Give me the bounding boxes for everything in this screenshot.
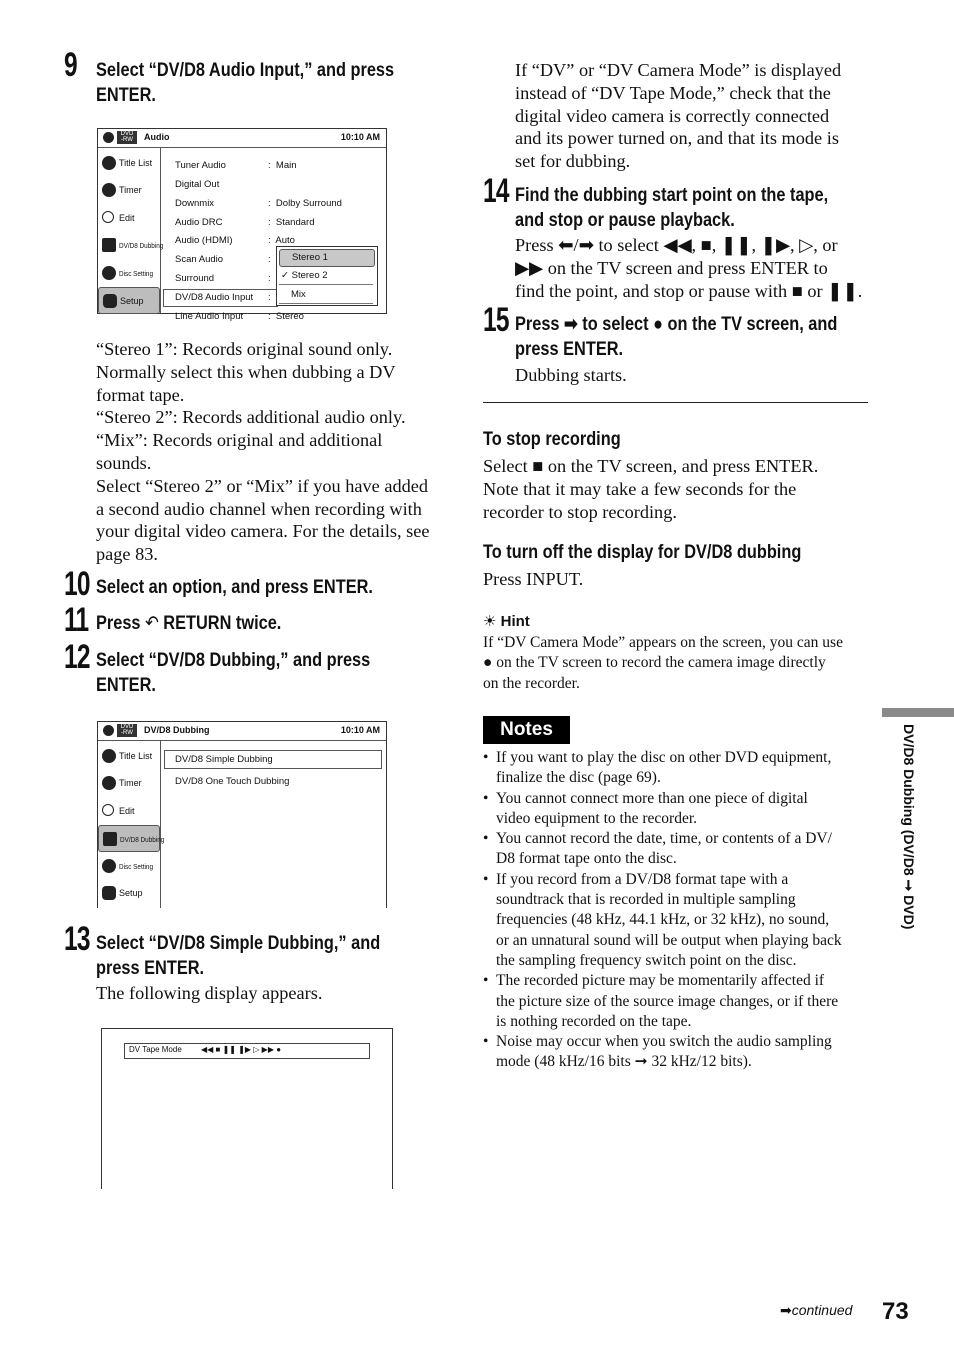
side-tab-bar	[882, 708, 954, 717]
option-mix[interactable]: Mix	[279, 287, 373, 304]
continued-label: ➡continued	[780, 1302, 853, 1318]
sidebar-item-edit[interactable]: Edit	[98, 798, 160, 825]
timer-icon	[102, 776, 116, 790]
sidebar-item-disc-setting[interactable]: Disc Setting	[98, 260, 160, 287]
dubbing-screen-time: 10:10 AM	[340, 725, 380, 735]
menu-colon-scan-audio: :	[268, 254, 271, 265]
step-9-title: Select “DV/D8 Audio Input,” and press ENTER.	[96, 60, 395, 106]
sidebar-item-edit[interactable]: Edit	[98, 205, 160, 232]
step-11-title: Press ↶ RETURN twice.	[96, 613, 282, 634]
dvd-rw-icon: DVD -RW	[117, 131, 137, 144]
note-item: • You cannot connect more than one piece of digital video equipment to the recorder.	[483, 789, 808, 827]
step-13-text: The following display appears.	[96, 983, 323, 1003]
turn-off-display-heading: To turn off the display for DV/D8 dubbing	[483, 542, 802, 563]
menu-label-audio-drc: Audio DRC	[175, 217, 223, 228]
tape-mode-bar	[124, 1043, 370, 1059]
dubbing-screen-titlebar	[98, 722, 386, 741]
menu-label-digital-out: Digital Out	[175, 179, 220, 190]
notes-heading: Notes	[483, 716, 570, 744]
step-14-number: 14	[483, 172, 509, 210]
menu-value-audio-hdmi: : Auto	[268, 235, 295, 246]
dubbing-screen	[97, 721, 387, 908]
step-15-text: Dubbing starts.	[515, 365, 627, 385]
step-12-title: Select “DV/D8 Dubbing,” and press ENTER.	[96, 650, 371, 696]
arrow-right-icon: ➡	[780, 1302, 792, 1318]
audio-screen-time: 10:10 AM	[340, 132, 380, 142]
return-icon: ↶	[145, 613, 159, 634]
dubbing-icon	[102, 238, 116, 252]
sidebar-item-timer[interactable]: Timer	[98, 770, 160, 797]
step-11-number: 11	[64, 601, 89, 639]
note-item: • The recorded picture may be momentarily affected if the picture size of the source image changes, or if there is nothing recorded on the tape.	[483, 972, 839, 1030]
menu-value-tuner-audio: : Main	[268, 160, 297, 171]
step-15-title: Press ➡ to select ● on the TV screen, and press ENTER.	[515, 314, 838, 360]
dubbing-screen-title: DV/D8 Dubbing	[144, 725, 210, 735]
edit-icon	[102, 804, 114, 816]
disc-icon	[103, 725, 114, 736]
audio-input-options-popup	[276, 246, 378, 306]
menu-label-dv-d8-audio-input: DV/D8 Audio Input	[175, 292, 254, 303]
audio-screen-titlebar	[98, 129, 386, 148]
step-10-number: 10	[64, 565, 90, 603]
menu-label-audio-hdmi: Audio (HDMI)	[175, 235, 233, 246]
step-12-number: 12	[64, 638, 90, 676]
tape-controls[interactable]: ◀◀ ■ ❚❚ ❚▶ ▷ ▶▶ ●	[201, 1045, 282, 1054]
menu-item-one-touch-dubbing[interactable]: DV/D8 One Touch Dubbing	[175, 776, 290, 787]
dubbing-icon	[103, 832, 117, 846]
step-9-number: 9	[64, 46, 77, 84]
dvd-rw-icon: DVD -RW	[117, 724, 137, 737]
lightbulb-icon: ☀	[483, 613, 497, 630]
disc-icon	[103, 132, 114, 143]
menu-value-downmix: : Dolby Surround	[268, 198, 342, 209]
step-14-text: Press ⬅/➡ to select ◀◀, ■, ❚❚, ❚▶, ▷, or ▶▶ on the TV screen and press ENTER to find the point, and stop or pause with ■ or ❚❚.	[515, 235, 863, 301]
step-9-explanation: “Stereo 1”: Records original sound only. Normally select this when dubbing a DV format tape. “Stereo 2”: Records additional audio only. “Mix”: Records original and additional sounds. Select “Stereo 2” or “Mix” if you have added a second audio channel when recording with your digital video camera. For the details, see page 83.	[96, 339, 430, 565]
page-number: 73	[882, 1298, 909, 1325]
sidebar-item-disc-setting[interactable]: Disc Setting	[98, 853, 160, 880]
sidebar-item-dv-d8-dubbing[interactable]: DV/D8 Dubbing	[98, 232, 160, 259]
menu-label-downmix: Downmix	[175, 198, 215, 209]
tape-mode-screen	[101, 1028, 393, 1189]
step-14-title: Find the dubbing start point on the tape, and stop or pause playback.	[515, 185, 829, 231]
audio-screen	[97, 128, 387, 322]
menu-label-surround: Surround	[175, 273, 215, 284]
setup-icon	[102, 886, 116, 900]
audio-screen-sidebar	[98, 148, 164, 313]
option-stereo-2[interactable]: ✓ Stereo 2	[279, 268, 373, 285]
sidebar-item-setup[interactable]: Setup	[98, 880, 160, 907]
sidebar-item-timer[interactable]: Timer	[98, 177, 160, 204]
menu-label-scan-audio: Scan Audio	[175, 254, 224, 265]
setup-icon	[103, 294, 117, 308]
note-item: • Noise may occur when you switch the audio sampling mode (48 kHz/16 bits ➞ 32 kHz/12 bits).	[483, 1033, 832, 1071]
camera-mode-note: If “DV” or “DV Camera Mode” is displayed instead of “DV Tape Mode,” check that the digital video camera is correctly connected and its power turned on, and that its mode is set for dubbing.	[515, 60, 842, 172]
hint-heading: ☀ Hint	[483, 613, 530, 630]
menu-value-line-audio-input: : Stereo	[268, 311, 304, 322]
step-13-number: 13	[64, 920, 90, 958]
step-13-title: Select “DV/D8 Simple Dubbing,” and press ENTER.	[96, 933, 381, 979]
menu-colon-dv-d8-audio-input: :	[268, 292, 271, 303]
note-item: • If you want to play the disc on other DVD equipment, finalize the disc (page 69).	[483, 749, 832, 787]
menu-colon-surround: :	[268, 273, 271, 284]
edit-icon	[102, 211, 114, 223]
audio-screen-title: Audio	[144, 132, 170, 142]
dubbing-screen-sidebar	[98, 741, 165, 908]
check-icon: ✓	[281, 270, 289, 281]
disc-setting-icon	[102, 859, 116, 873]
timer-icon	[102, 183, 116, 197]
sidebar-item-dv-d8-dubbing[interactable]: DV/D8 Dubbing	[98, 825, 160, 852]
turn-off-display-text: Press INPUT.	[483, 569, 584, 589]
hint-text: If “DV Camera Mode” appears on the screen, you can use ● on the TV screen to record the camera image directly on the recorder.	[483, 634, 843, 692]
sidebar-item-title-list[interactable]: Title List	[98, 743, 160, 770]
option-stereo-1[interactable]: Stereo 1	[279, 249, 375, 267]
section-divider	[483, 402, 868, 403]
sidebar-item-title-list[interactable]: Title List	[98, 150, 160, 177]
step-15-number: 15	[483, 301, 509, 339]
disc-setting-icon	[102, 266, 116, 280]
step-10-title: Select an option, and press ENTER.	[96, 577, 373, 598]
menu-label-tuner-audio: Tuner Audio	[175, 160, 226, 171]
stop-recording-heading: To stop recording	[483, 429, 621, 450]
title-list-icon	[102, 156, 116, 170]
sidebar-item-setup[interactable]: Setup	[98, 287, 160, 314]
title-list-icon	[102, 749, 116, 763]
menu-label-line-audio-input: Line Audio Input	[175, 311, 244, 322]
note-item: • You cannot record the date, time, or contents of a DV/ D8 format tape onto the disc.	[483, 830, 832, 868]
note-item: • If you record from a DV/D8 format tape with a soundtrack that is recorded in multiple sampling frequencies (48 kHz, 44.1 kHz, or 32 kHz), no sound, or an unnatural sound will be output when playing back the sampling frequency switch point on the disc.	[483, 870, 842, 969]
side-tab-label: DV/D8 Dubbing (DV/D8 ➞ DVD)	[901, 724, 917, 930]
stop-recording-text: Select ■ on the TV screen, and press ENTER. Note that it may take a few seconds for the recorder to stop recording.	[483, 456, 819, 522]
menu-item-simple-dubbing[interactable]: DV/D8 Simple Dubbing	[164, 750, 382, 769]
notes-list	[483, 748, 842, 1073]
menu-value-audio-drc: : Standard	[268, 217, 315, 228]
tape-mode-label: DV Tape Mode	[129, 1045, 182, 1054]
